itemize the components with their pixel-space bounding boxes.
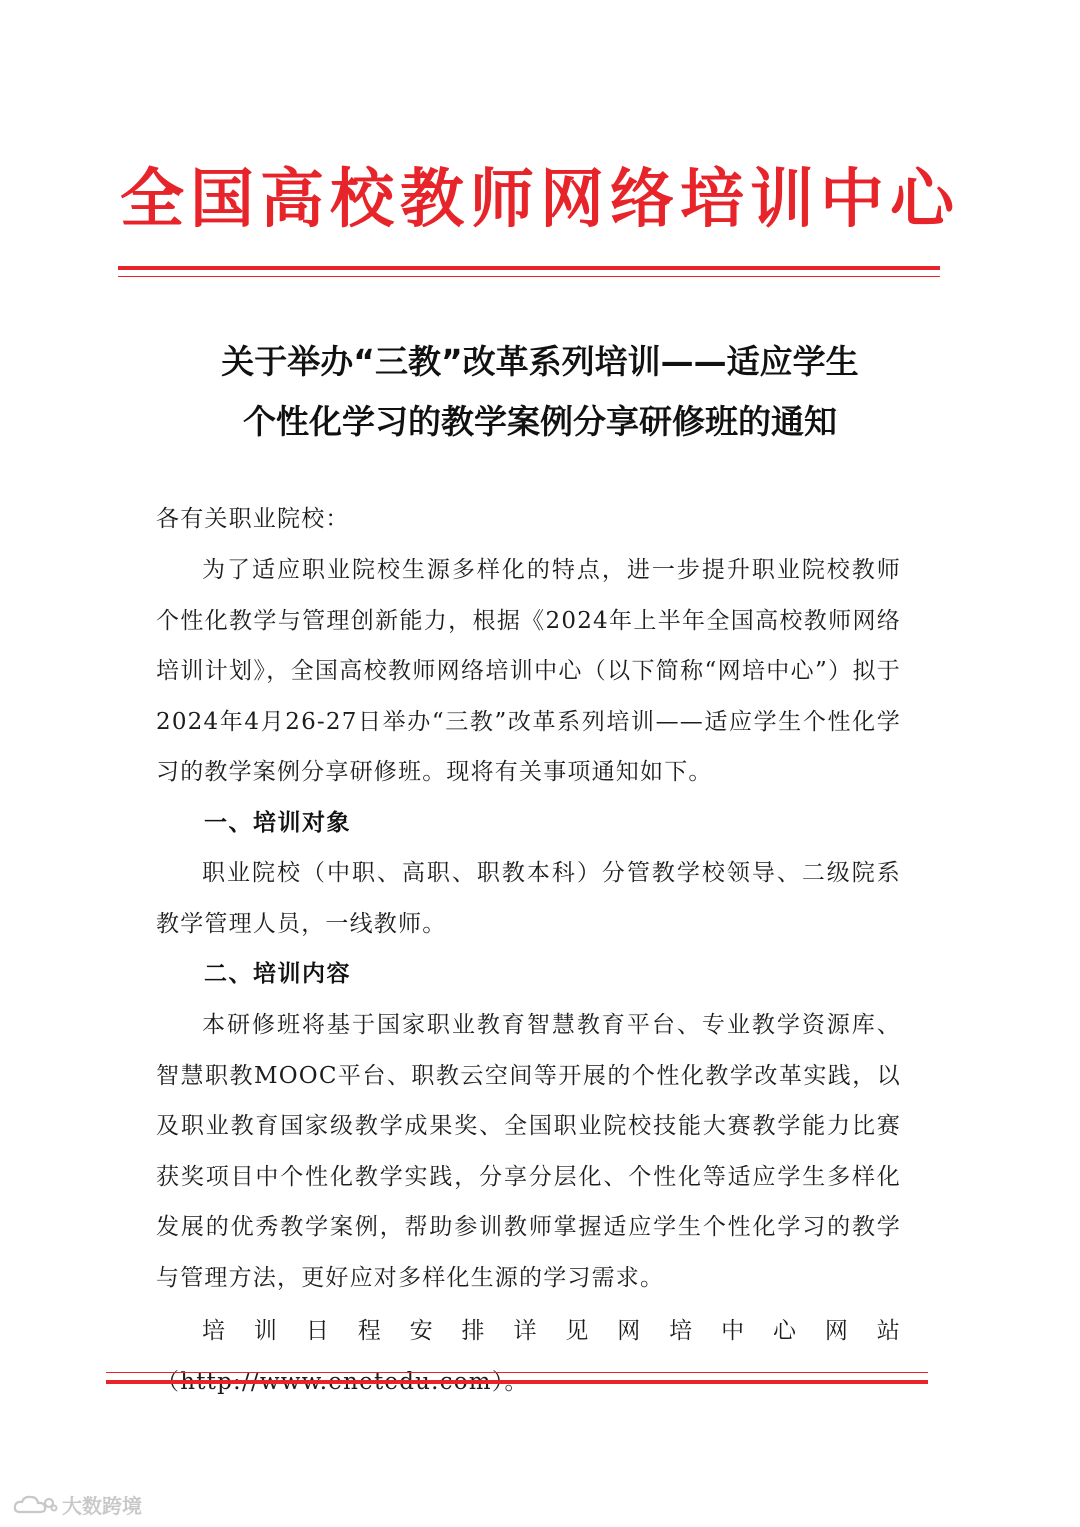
letterhead-title: 全国高校教师网络培训中心 xyxy=(120,162,960,237)
notice-title-line-2: 个性化学习的教学案例分享研修班的通知 xyxy=(243,402,837,441)
letterhead-rule-thick xyxy=(118,266,940,270)
watermark xyxy=(12,1490,142,1519)
schedule-paragraph: 培训日程安排详见网培中心网站（http://www.enetedu.com）。 xyxy=(156,1318,901,1395)
intro-paragraph: 为了适应职业院校生源多样化的特点，进一步提升职业院校教师个性化教学与管理创新能力，根据《2024年上半年全国高校教师网络培训计划》，全国高校教师网络培训中心（以下简称“网培中心”）拟于2024年4月26-27日举办“三教”改革系列培训——适应学生个性化学习的教学案例分享研修班。现将有关事项通知如下。 xyxy=(156,557,901,785)
footer-rule-thin xyxy=(106,1372,928,1373)
watermark-text: 大数跨境 xyxy=(62,1494,142,1518)
content-paragraph: 本研修班将基于国家职业教育智慧教育平台、专业教学资源库、智慧职教MOOC平台、职教云空间等开展的个性化教学改革实践，以及职业教育国家级教学成果奖、全国职业院校技能大赛教学能力比赛获奖项目中个性化教学实践，分享分层化、个性化等适应学生多样化发展的优秀教学案例，帮助参训教师掌握适应学生个性化学习的教学与管理方法，更好应对多样化生源的学习需求。 xyxy=(156,1012,901,1291)
notice-title-line-1: 关于举办“三教”改革系列培训——适应学生 xyxy=(221,342,859,381)
letterhead-rule-thin xyxy=(118,276,940,277)
section-heading-participants: 一、培训对象 xyxy=(204,810,351,836)
participants-paragraph: 职业院校（中职、高职、职教本科）分管教学校领导、二级院系教学管理人员，一线教师。 xyxy=(156,860,901,937)
footer-rule-thick xyxy=(106,1380,928,1384)
section-heading-content: 二、培训内容 xyxy=(204,961,351,987)
notice-title xyxy=(0,336,1080,448)
cloud-logo-icon xyxy=(12,1492,58,1518)
salutation: 各有关职业院校： xyxy=(156,506,350,532)
